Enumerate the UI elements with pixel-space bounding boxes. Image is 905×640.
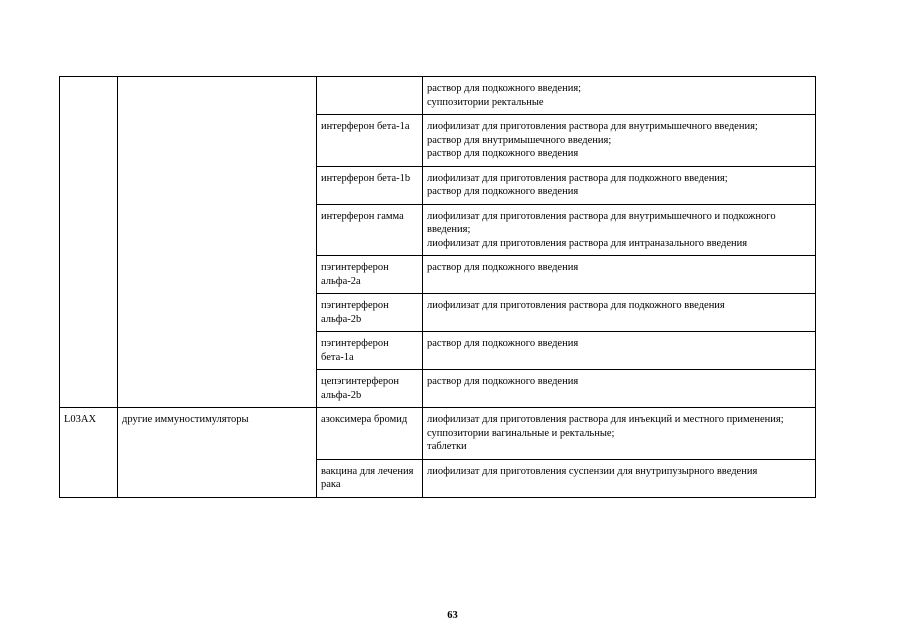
drug-name-cell: пэгинтерферон альфа-2b <box>317 294 423 332</box>
dosage-forms-cell <box>423 370 816 408</box>
drug-name-cell: цепэгинтерферон альфа-2b <box>317 370 423 408</box>
atc-code-cell: L03AX <box>60 408 118 498</box>
dosage-forms-cell <box>423 459 816 497</box>
drug-name-cell: вакцина для лечения рака <box>317 459 423 497</box>
dosage-form-line: раствор для подкожного введения <box>427 262 579 273</box>
dosage-form-line: лиофилизат для приготовления раствора для внутримышечного и подкожного введения; <box>427 210 776 235</box>
dosage-form-line: лиофилизат для приготовления раствора для подкожного введения; <box>427 172 728 184</box>
dosage-form-line: лиофилизат для приготовления раствора для интраназального введения <box>427 237 748 249</box>
dosage-form-line: суппозитории ректальные <box>427 96 544 108</box>
page-number: 63 <box>447 610 458 621</box>
dosage-forms-cell <box>423 294 816 332</box>
group-name-cell <box>118 77 317 408</box>
atc-code-cell <box>60 77 118 408</box>
table-row <box>60 408 816 460</box>
dosage-forms-cell <box>423 204 816 256</box>
dosage-form-line: лиофилизат для приготовления раствора для инъекций и местного применения; <box>427 414 784 425</box>
dosage-form-line: раствор для подкожного введения <box>427 148 579 159</box>
table-row <box>60 77 816 115</box>
dosage-form-line: раствор для подкожного введения <box>427 376 579 387</box>
dosage-forms-cell <box>423 408 816 460</box>
dosage-form-line: суппозитории вагинальные и ректальные; <box>427 427 615 439</box>
drug-name-cell: азоксимера бромид <box>317 408 423 460</box>
dosage-form-line: раствор для внутримышечного введения; <box>427 134 612 146</box>
dosage-forms-cell <box>423 332 816 370</box>
drug-name-cell: интерферон гамма <box>317 204 423 256</box>
dosage-forms-cell <box>423 115 816 167</box>
drug-name-cell <box>317 77 423 115</box>
drug-table <box>59 76 816 498</box>
dosage-forms-cell <box>423 166 816 204</box>
drug-name-cell: интерферон бета-1b <box>317 166 423 204</box>
drug-name-cell: пэгинтерферон бета-1a <box>317 332 423 370</box>
dosage-forms-cell <box>423 256 816 294</box>
dosage-form-line: лиофилизат для приготовления раствора для подкожного введения <box>427 300 725 311</box>
drug-name-cell: интерферон бета-1a <box>317 115 423 167</box>
dosage-forms-cell <box>423 77 816 115</box>
table-body <box>60 77 816 498</box>
dosage-form-line: раствор для подкожного введения <box>427 338 579 349</box>
dosage-form-line: раствор для подкожного введения; <box>427 83 582 94</box>
dosage-form-line: таблетки <box>427 441 467 452</box>
group-name-cell: другие иммуностимуляторы <box>118 408 317 498</box>
dosage-form-line: раствор для подкожного введения <box>427 186 579 197</box>
drug-name-cell: пэгинтерферон альфа-2a <box>317 256 423 294</box>
dosage-form-line: лиофилизат для приготовления раствора для внутримышечного введения; <box>427 121 758 132</box>
dosage-form-line: лиофилизат для приготовления суспензии для внутрипузырного введения <box>427 465 758 477</box>
